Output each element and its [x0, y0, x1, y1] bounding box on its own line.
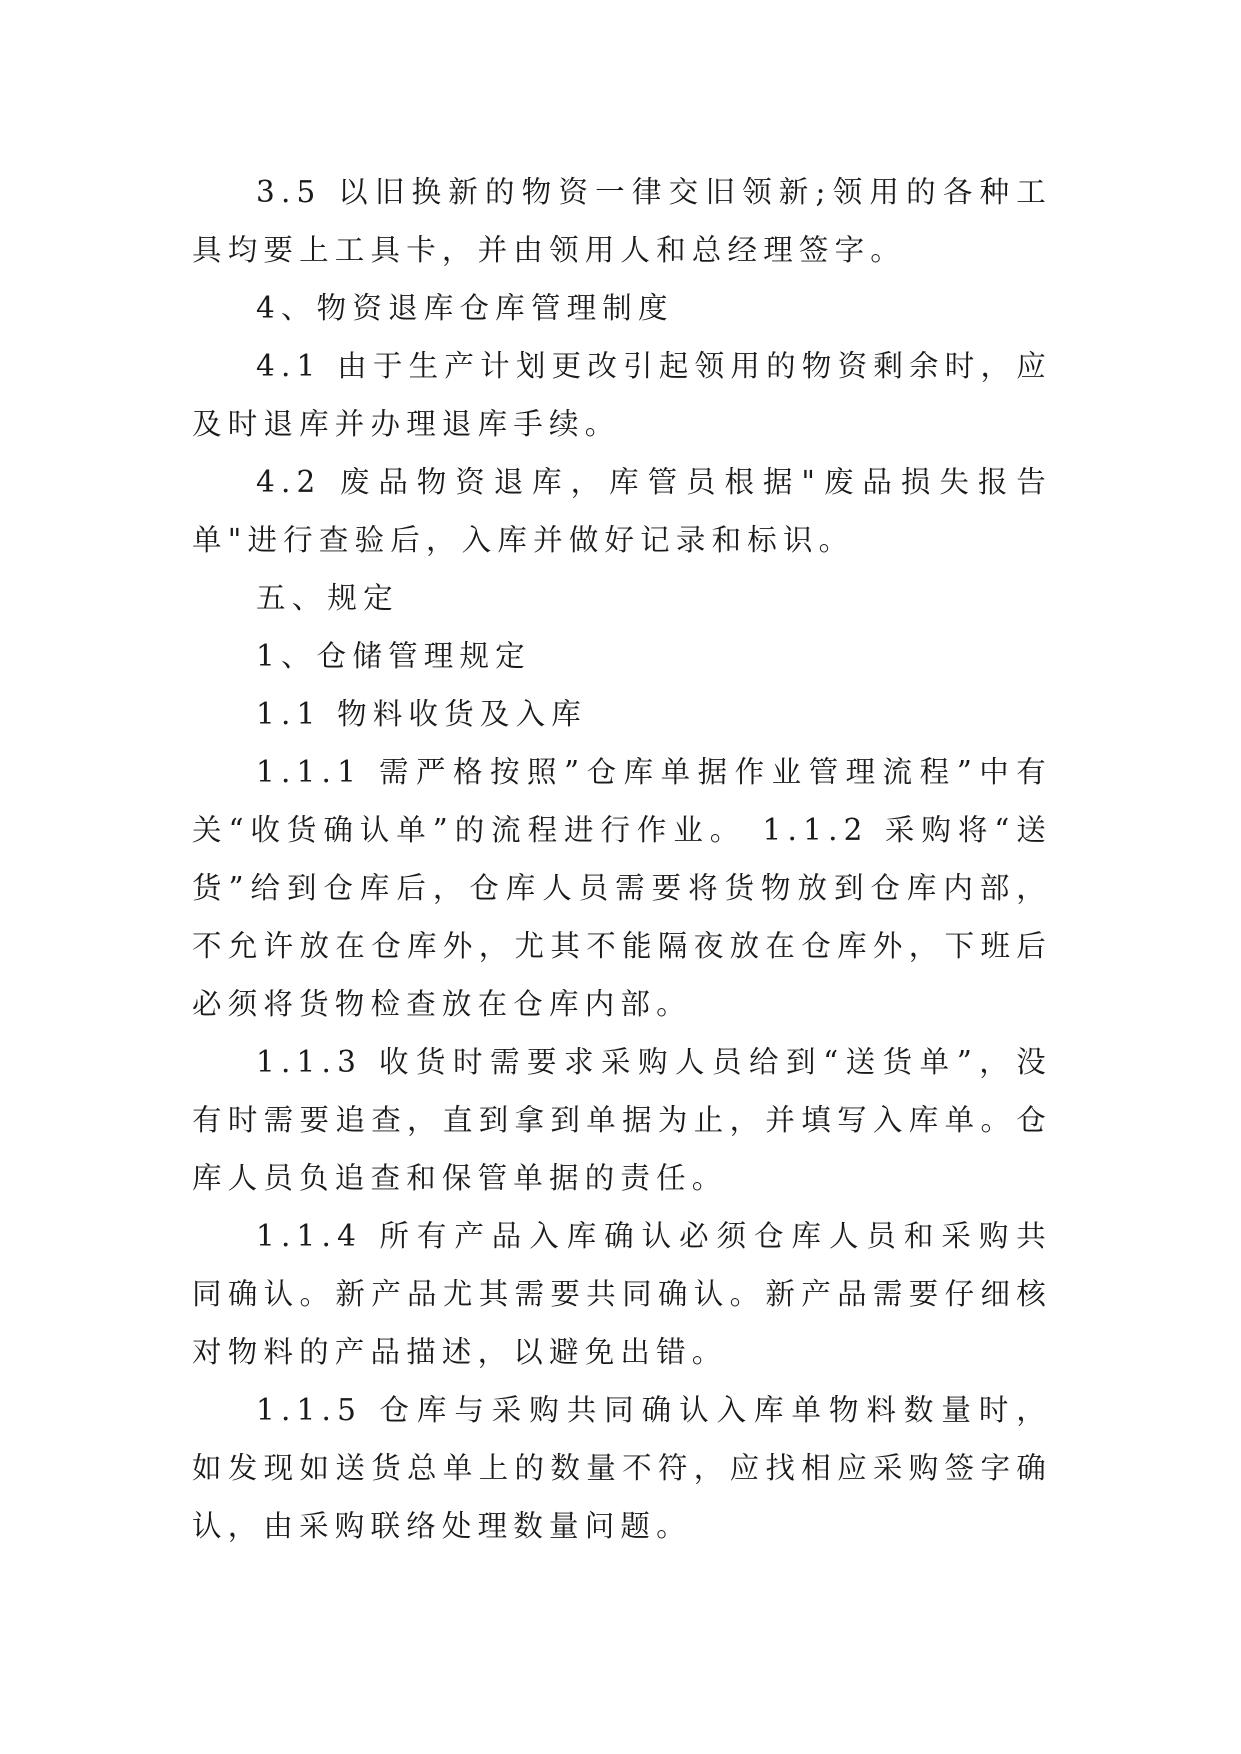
section-heading-1-1: 1.1 物料收货及入库	[256, 697, 587, 731]
section-heading-1: 1、仓储管理规定	[256, 639, 531, 673]
paragraph-1-1-5: 1.1.5 仓库与采购共同确认入库单物料数量时，如发现如送货总单上的数量不符，应找相应采购签字确认，由采购联络处理数量问题。	[192, 1393, 1052, 1543]
document-page	[192, 163, 1052, 1555]
paragraph-3-5: 3.5 以旧换新的物资一律交旧领新;领用的各种工具均要上工具卡，并由领用人和总经理签字。	[192, 175, 1052, 267]
paragraph-4-1: 4.1 由于生产计划更改引起领用的物资剩余时，应及时退库并办理退库手续。	[192, 349, 1052, 441]
section-heading-five: 五、规定	[256, 581, 399, 615]
paragraph-4-2: 4.2 废品物资退库，库管员根据"废品损失报告单"进行查验后，入库并做好记录和标识。	[192, 465, 1052, 557]
section-heading-4: 4、物资退库仓库管理制度	[256, 291, 674, 325]
paragraph-1-1-1: 1.1.1 需严格按照”仓库单据作业管理流程”中有关“收货确认单”的流程进行作业。 1.1.2 采购将“送货”给到仓库后，仓库人员需要将货物放到仓库内部，不允许放在仓库外，尤其不能隔夜放在仓库外，下班后必须将货物检查放在仓库内部。	[192, 755, 1052, 1021]
paragraph-1-1-4: 1.1.4 所有产品入库确认必须仓库人员和采购共同确认。新产品尤其需要共同确认。新产品需要仔细核对物料的产品描述，以避免出错。	[192, 1219, 1052, 1369]
paragraph-1-1-3: 1.1.3 收货时需要求采购人员给到“送货单”，没有时需要追查，直到拿到单据为止，并填写入库单。仓库人员负追查和保管单据的责任。	[192, 1045, 1052, 1195]
